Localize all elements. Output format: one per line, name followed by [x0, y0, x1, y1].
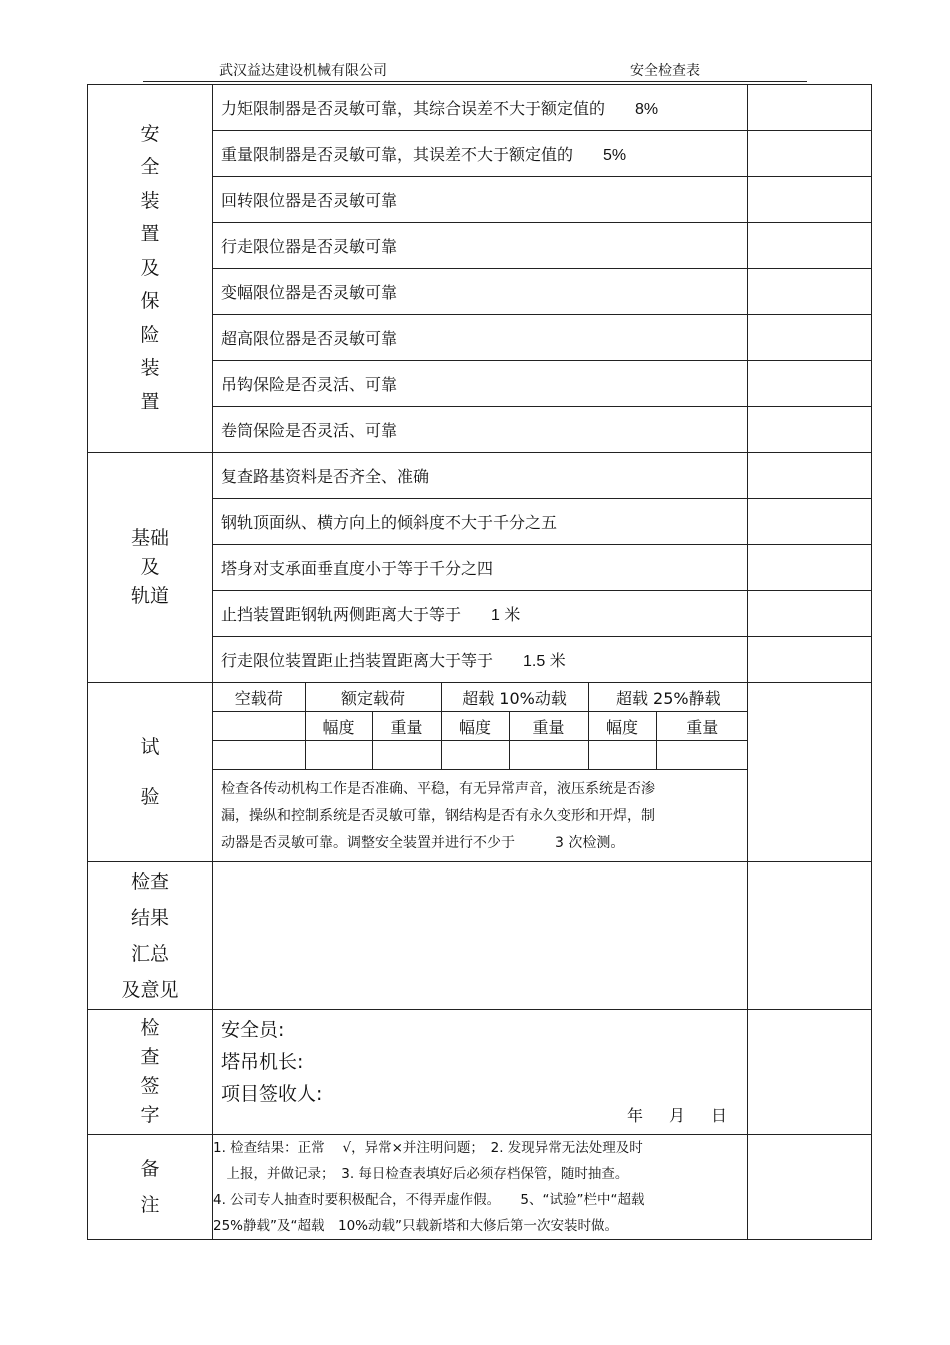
test-load-table: [213, 683, 748, 770]
result-cell[interactable]: [748, 177, 872, 223]
check-item: 吊钩保险是否灵活、可靠: [213, 361, 748, 407]
test-header-no-load: 空载荷: [213, 683, 305, 712]
check-item: 力矩限制器是否灵敏可靠，其综合误差不大于额定值的 8%: [213, 85, 748, 131]
remarks-notes: 1. 检查结果：正常 √，异常×并注明问题； 2. 发现异常无法处理及时 上报，并做记录； 3. 每日检查表填好后必须存档保管，随时抽查。 4. 公司专人抽查时要积极配合，不得弄虚作假。 5、“试验”栏中“超载 25%静载”及“超载 10%动载”只载新塔和大修后第一次安装时做。: [213, 1135, 748, 1240]
check-item: 回转限位器是否灵敏可靠: [213, 177, 748, 223]
result-cell[interactable]: [748, 499, 872, 545]
header-company: 武汉益达建设机械有限公司: [219, 63, 387, 79]
signature-cell[interactable]: [213, 1010, 748, 1135]
test-subheader: 幅度: [305, 712, 372, 741]
test-header-overload-static: 超载 25%静载: [588, 683, 748, 712]
result-cell[interactable]: [748, 545, 872, 591]
signer-safety-officer: 安全员:: [221, 1019, 285, 1041]
remarks-label: 备 注: [88, 1135, 213, 1240]
check-item: 塔身对支承面垂直度小于等于千分之四: [213, 545, 748, 591]
result-cell[interactable]: [748, 453, 872, 499]
test-subheader: 幅度: [441, 712, 509, 741]
result-cell[interactable]: [748, 1010, 872, 1135]
result-cell[interactable]: [748, 315, 872, 361]
signer-project-receiver: 项目签收人:: [221, 1083, 323, 1105]
check-item: 卷筒保险是否灵活、可靠: [213, 407, 748, 453]
test-value-cell[interactable]: [441, 741, 509, 770]
result-cell[interactable]: [748, 85, 872, 131]
inspection-table: [87, 84, 872, 1240]
test-description: 检查各传动机构工作是否准确、平稳，有无异常声音，液压系统是否渗 漏，操纵和控制系统是否灵敏可靠，钢结构是否有永久变形和开焊，制 动器是否灵敏可靠。调整安全装置并进行不少于 3 次检测。: [221, 781, 655, 851]
test-value-cell[interactable]: [656, 741, 748, 770]
signature-date: 年 月 日: [626, 1106, 729, 1125]
test-cell: [213, 683, 748, 862]
result-cell[interactable]: [748, 637, 872, 683]
check-item: 超高限位器是否灵敏可靠: [213, 315, 748, 361]
result-cell[interactable]: [748, 862, 872, 1010]
header-divider: [143, 81, 807, 82]
test-value-cell[interactable]: [372, 741, 441, 770]
test-value-cell[interactable]: [509, 741, 588, 770]
summary-label: 检查 结果 汇总 及意见: [88, 862, 213, 1010]
test-value-cell[interactable]: [213, 712, 305, 741]
test-subheader: 重量: [656, 712, 748, 741]
check-item: 行走限位装置距止挡装置距离大于等于 1.5 米: [213, 637, 748, 683]
test-header-rated-load: 额定载荷: [305, 683, 441, 712]
test-subheader: 重量: [372, 712, 441, 741]
check-item: 重量限制器是否灵敏可靠，其误差不大于额定值的 5%: [213, 131, 748, 177]
foundation-label: 基础 及 轨道: [88, 453, 213, 683]
test-value-cell[interactable]: [305, 741, 372, 770]
result-cell[interactable]: [748, 591, 872, 637]
check-item: 止挡装置距钢轨两侧距离大于等于 1 米: [213, 591, 748, 637]
result-cell[interactable]: [748, 407, 872, 453]
test-value-cell[interactable]: [588, 741, 656, 770]
test-value-cell[interactable]: [213, 741, 305, 770]
check-item: 变幅限位器是否灵敏可靠: [213, 269, 748, 315]
test-subheader: 重量: [509, 712, 588, 741]
summary-opinion-field[interactable]: [213, 862, 748, 1010]
test-label: 试 验: [88, 683, 213, 862]
result-cell[interactable]: [748, 1135, 872, 1240]
test-subheader: 幅度: [588, 712, 656, 741]
signature-label: 检 查 签 字: [88, 1010, 213, 1135]
check-item: 行走限位器是否灵敏可靠: [213, 223, 748, 269]
signer-crane-captain: 塔吊机长:: [221, 1051, 304, 1073]
result-cell[interactable]: [748, 683, 872, 862]
result-cell[interactable]: [748, 269, 872, 315]
result-cell[interactable]: [748, 361, 872, 407]
check-item: 复查路基资料是否齐全、准确: [213, 453, 748, 499]
result-cell[interactable]: [748, 223, 872, 269]
test-header-overload-dynamic: 超载 10%动载: [441, 683, 588, 712]
header-form-title: 安全检查表: [630, 63, 700, 79]
result-cell[interactable]: [748, 131, 872, 177]
check-item: 钢轨顶面纵、横方向上的倾斜度不大于千分之五: [213, 499, 748, 545]
safety-devices-label: 安 全 装 置 及 保 险 装 置: [88, 85, 213, 453]
